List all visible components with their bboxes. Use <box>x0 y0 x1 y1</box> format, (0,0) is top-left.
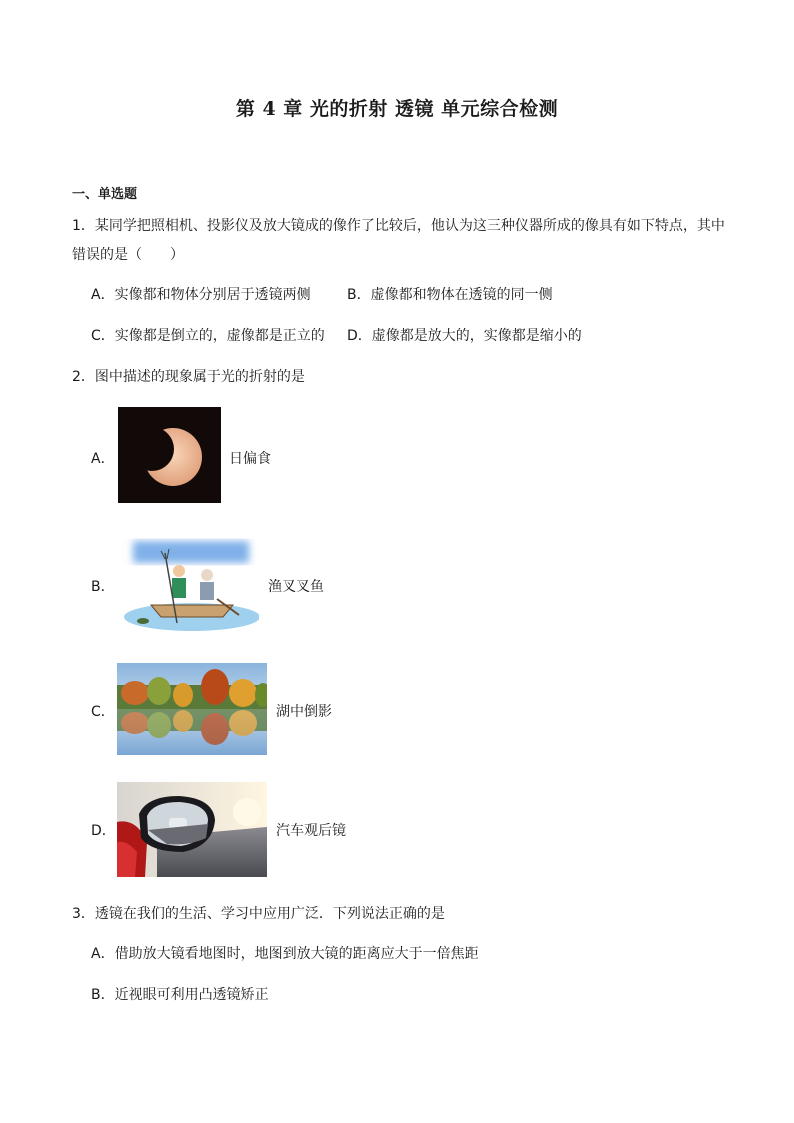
section-heading: 一、单选题 <box>72 187 138 202</box>
q3-stem: 3．透镜在我们的生活、学习中应用广泛．下列说法正确的是 <box>72 906 445 922</box>
q1-option-d[interactable]: D．虚像都是放大的，实像都是缩小的 <box>347 328 582 344</box>
q3-option-b[interactable]: B．近视眼可利用凸透镜矫正 <box>91 987 269 1003</box>
q2-option-c-caption: 湖中倒影 <box>276 704 332 720</box>
q2-option-d-label[interactable]: D． <box>91 823 116 839</box>
q2-stem: 2．图中描述的现象属于光的折射的是 <box>72 369 305 385</box>
q1-option-c[interactable]: C．实像都是倒立的，虚像都是正立的 <box>91 328 325 344</box>
solar-eclipse-image <box>118 407 221 503</box>
q2-option-b-label[interactable]: B． <box>91 579 115 595</box>
q1-option-a[interactable]: A．实像都和物体分别居于透镜两侧 <box>91 287 311 303</box>
fish-spearing-image <box>117 533 259 633</box>
q2-option-b-caption: 渔叉叉鱼 <box>268 579 324 595</box>
q2-option-d-caption: 汽车观后镜 <box>276 823 346 839</box>
q1-stem-line-2: 错误的是（ ） <box>72 247 184 263</box>
q1-option-b[interactable]: B．虚像都和物体在透镜的同一侧 <box>347 287 553 303</box>
q3-option-a[interactable]: A．借助放大镜看地图时，地图到放大镜的距离应大于一倍焦距 <box>91 946 479 962</box>
q2-option-c-label[interactable]: C． <box>91 704 115 720</box>
q2-option-a-label[interactable]: A． <box>91 451 115 467</box>
car-mirror-image <box>117 782 267 877</box>
page-title: 第 4 章 光的折射 透镜 单元综合检测 <box>235 98 559 120</box>
q1-stem-line-1: 1．某同学把照相机、投影仪及放大镜成的像作了比较后，他认为这三种仪器所成的像具有如下特点，其中 <box>72 218 725 234</box>
q2-option-a-caption: 日偏食 <box>229 451 271 467</box>
lake-reflection-image <box>117 663 267 755</box>
